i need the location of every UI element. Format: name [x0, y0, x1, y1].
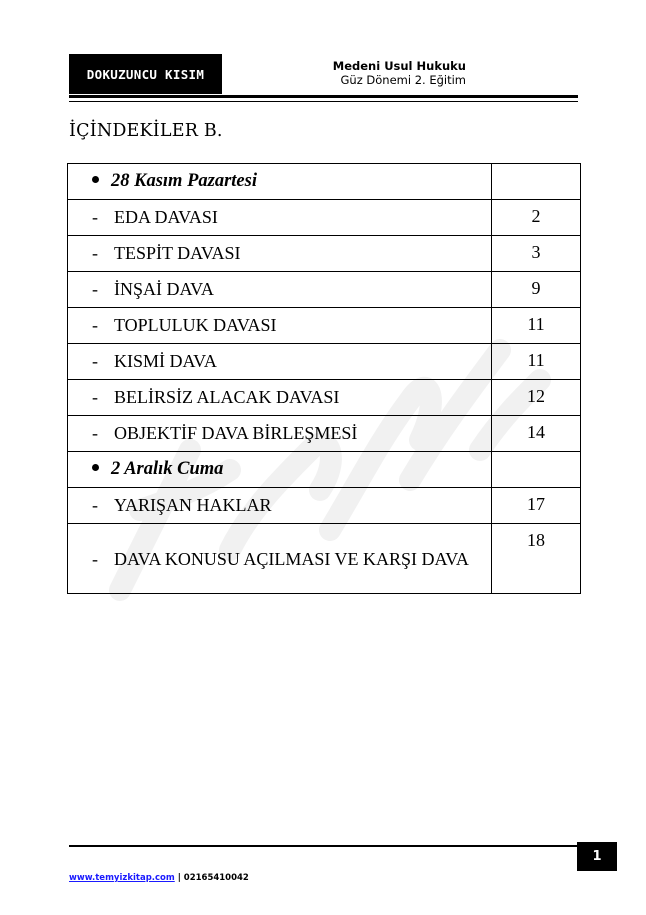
footer-rule: [69, 845, 578, 847]
bullet-icon: [92, 176, 99, 183]
toc-row: [68, 416, 581, 452]
header-rule-thin: [69, 101, 578, 102]
toc-page-cell: 12: [492, 380, 581, 416]
toc-row: [68, 308, 581, 344]
toc-dash: -: [92, 495, 98, 515]
toc-page-cell: 11: [492, 344, 581, 380]
toc-title-cell: [68, 416, 492, 452]
toc-table: [67, 163, 581, 594]
toc-page-cell: 11: [492, 308, 581, 344]
toc-page-cell: 18: [492, 524, 581, 594]
website-link[interactable]: www.temyizkitap.com: [69, 873, 175, 883]
header-info: [300, 59, 466, 87]
course-subtitle: Güz Dönemi 2. Eğitim: [340, 73, 466, 87]
toc-page-cell: 17: [492, 488, 581, 524]
toc-title-cell: [68, 452, 492, 488]
toc-title-cell: [68, 344, 492, 380]
toc-item-label: YARIŞAN HAKLAR: [114, 495, 272, 515]
page-title: İÇİNDEKİLER B.: [69, 121, 223, 141]
toc-item-label: EDA DAVASI: [114, 207, 218, 227]
toc-item-label: TESPİT DAVASI: [114, 243, 241, 263]
toc-item-label: İNŞAİ DAVA: [114, 279, 214, 299]
toc-page-cell: [492, 452, 581, 488]
toc-dash: -: [92, 548, 98, 569]
toc-row: [68, 452, 581, 488]
toc-title-cell: [68, 272, 492, 308]
section-badge: DOKUZUNCU KISIM: [69, 54, 222, 94]
toc-dash: -: [92, 207, 98, 227]
toc-item-label: OBJEKTİF DAVA BİRLEŞMESİ: [114, 423, 358, 443]
toc-page-cell: 3: [492, 236, 581, 272]
toc-row: [68, 200, 581, 236]
toc-dash: -: [92, 279, 98, 299]
footer-separator: |: [174, 873, 184, 883]
toc-row: [68, 524, 581, 594]
toc-title-cell: [68, 200, 492, 236]
toc-title-cell: [68, 488, 492, 524]
toc-page-cell: 2: [492, 200, 581, 236]
toc-row: [68, 164, 581, 200]
toc-row: [68, 380, 581, 416]
toc-item-label: KISMİ DAVA: [114, 351, 217, 371]
toc-dash: -: [92, 351, 98, 371]
toc-dash: -: [92, 387, 98, 407]
toc-title-cell: [68, 164, 492, 200]
toc-title-cell: [68, 308, 492, 344]
toc-title-cell: [68, 380, 492, 416]
phone-number: 02165410042: [183, 873, 249, 883]
page-number: 1: [577, 842, 617, 871]
toc-title-cell: [68, 524, 492, 594]
toc-row: [68, 236, 581, 272]
toc-row: [68, 488, 581, 524]
toc-dash: -: [92, 243, 98, 263]
toc-section-label: 2 Aralık Cuma: [111, 459, 224, 479]
toc-item-label: BELİRSİZ ALACAK DAVASI: [114, 387, 340, 407]
bullet-icon: [92, 464, 99, 471]
toc-title-cell: [68, 236, 492, 272]
toc-item-label: TOPLULUK DAVASI: [114, 315, 277, 335]
toc-section-label: 28 Kasım Pazartesi: [111, 171, 257, 191]
header-rule-thick: [69, 95, 578, 98]
toc-item-label: DAVA KONUSU AÇILMASI VE KARŞI DAVA: [114, 548, 469, 569]
footer: [69, 873, 249, 883]
toc-dash: -: [92, 315, 98, 335]
toc-row: [68, 344, 581, 380]
toc-page-cell: [492, 164, 581, 200]
toc-page-cell: 9: [492, 272, 581, 308]
toc-row: [68, 272, 581, 308]
course-title: Medeni Usul Hukuku: [332, 59, 466, 73]
toc-page-cell: 14: [492, 416, 581, 452]
toc-dash: -: [92, 423, 98, 443]
